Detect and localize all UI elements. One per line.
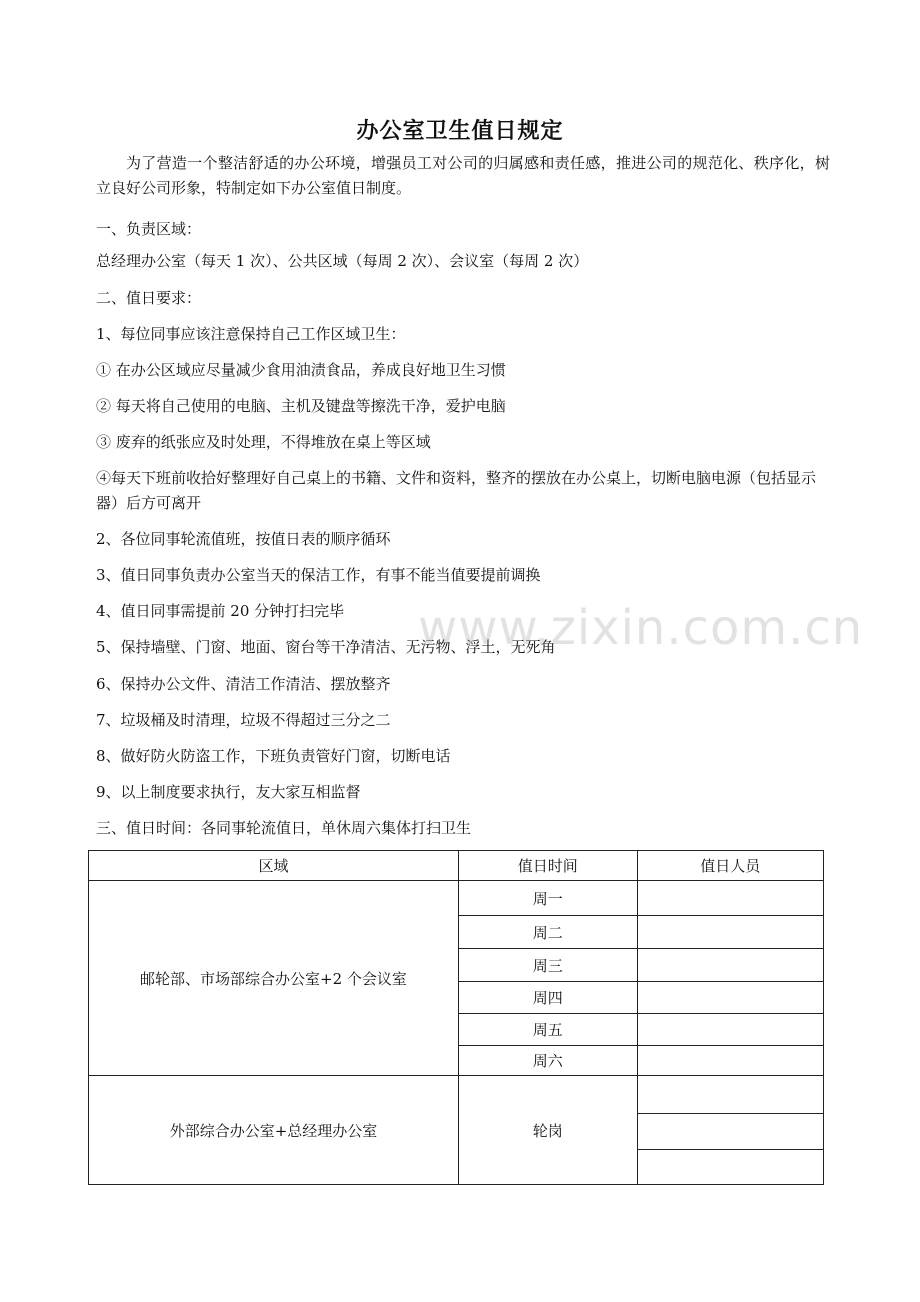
person-cell <box>637 1114 824 1150</box>
requirement-item-2: 2、各位同事轮流值班，按值日表的顺序循环 <box>96 530 391 548</box>
header-duty-time: 值日时间 <box>458 851 637 881</box>
area-cell-group1: 邮轮部、市场部综合办公室+2 个会议室 <box>89 881 459 1076</box>
requirement-item-8: 8、做好防火防盗工作，下班负责管好门窗，切断电话 <box>96 747 451 765</box>
header-duty-person: 值日人员 <box>637 851 824 881</box>
intro-paragraph: 为了营造一个整洁舒适的办公环境，增强员工对公司的归属感和责任感，推进公司的规范化、秩序化，树立良好公司形象，特制定如下办公室值日制度。 <box>96 154 830 197</box>
person-cell <box>637 982 824 1014</box>
rotation-cell: 轮岗 <box>458 1076 637 1185</box>
header-area: 区域 <box>89 851 459 881</box>
requirement-item-4: 4、值日同事需提前 20 分钟打扫完毕 <box>96 602 345 620</box>
requirement-subitem-2: ② 每天将自己使用的电脑、主机及键盘等擦洗干净，爱护电脑 <box>96 397 506 415</box>
requirement-item-3: 3、值日同事负责办公室当天的保洁工作，有事不能当值要提前调换 <box>96 566 541 584</box>
requirement-subitem-3: ③ 废弃的纸张应及时处理，不得堆放在桌上等区域 <box>96 433 431 451</box>
watermark: www.zixin.com.cn <box>418 600 864 656</box>
section-heading-requirements: 二、值日要求： <box>96 289 202 307</box>
day-cell: 周一 <box>458 881 637 916</box>
requirement-subitem-4: ④每天下班前收拾好整理好自己桌上的书籍、文件和资料，整齐的摆放在办公桌上，切断电脑电源（包括显示器）后方可离开 <box>96 469 817 512</box>
person-cell <box>637 1014 824 1046</box>
day-cell: 周六 <box>458 1046 637 1076</box>
requirement-item-1: 1、每位同事应该注意保持自己工作区域卫生： <box>96 325 406 343</box>
table-header-row <box>89 851 824 881</box>
person-cell <box>637 949 824 982</box>
person-cell <box>637 1046 824 1076</box>
requirement-item-6: 6、保持办公文件、清洁工作清洁、摆放整齐 <box>96 675 391 693</box>
section-heading-schedule: 三、值日时间：各同事轮流值日，单休周六集体打扫卫生 <box>96 819 472 837</box>
person-cell <box>637 1076 824 1114</box>
table-row <box>89 1076 824 1114</box>
person-cell <box>637 881 824 916</box>
section-heading-area: 一、负责区域： <box>96 220 202 238</box>
day-cell: 周五 <box>458 1014 637 1046</box>
requirement-item-5: 5、保持墙壁、门窗、地面、窗台等干净清洁、无污物、浮土，无死角 <box>96 638 556 656</box>
duty-schedule-table <box>88 850 824 1185</box>
table-row <box>89 881 824 916</box>
day-cell: 周二 <box>458 916 637 949</box>
area-frequency-text: 总经理办公室（每天 1 次）、公共区域（每周 2 次）、会议室（每周 2 次） <box>96 252 589 270</box>
requirement-item-7: 7、垃圾桶及时清理，垃圾不得超过三分之二 <box>96 711 391 729</box>
day-cell: 周三 <box>458 949 637 982</box>
document-title: 办公室卫生值日规定 <box>356 118 564 144</box>
area-cell-group2: 外部综合办公室+总经理办公室 <box>89 1076 459 1185</box>
person-cell <box>637 916 824 949</box>
person-cell <box>637 1150 824 1185</box>
requirement-item-9: 9、以上制度要求执行，友大家互相监督 <box>96 783 361 801</box>
day-cell: 周四 <box>458 982 637 1014</box>
requirement-subitem-1: ① 在办公区域应尽量减少食用油渍食品，养成良好地卫生习惯 <box>96 361 506 379</box>
